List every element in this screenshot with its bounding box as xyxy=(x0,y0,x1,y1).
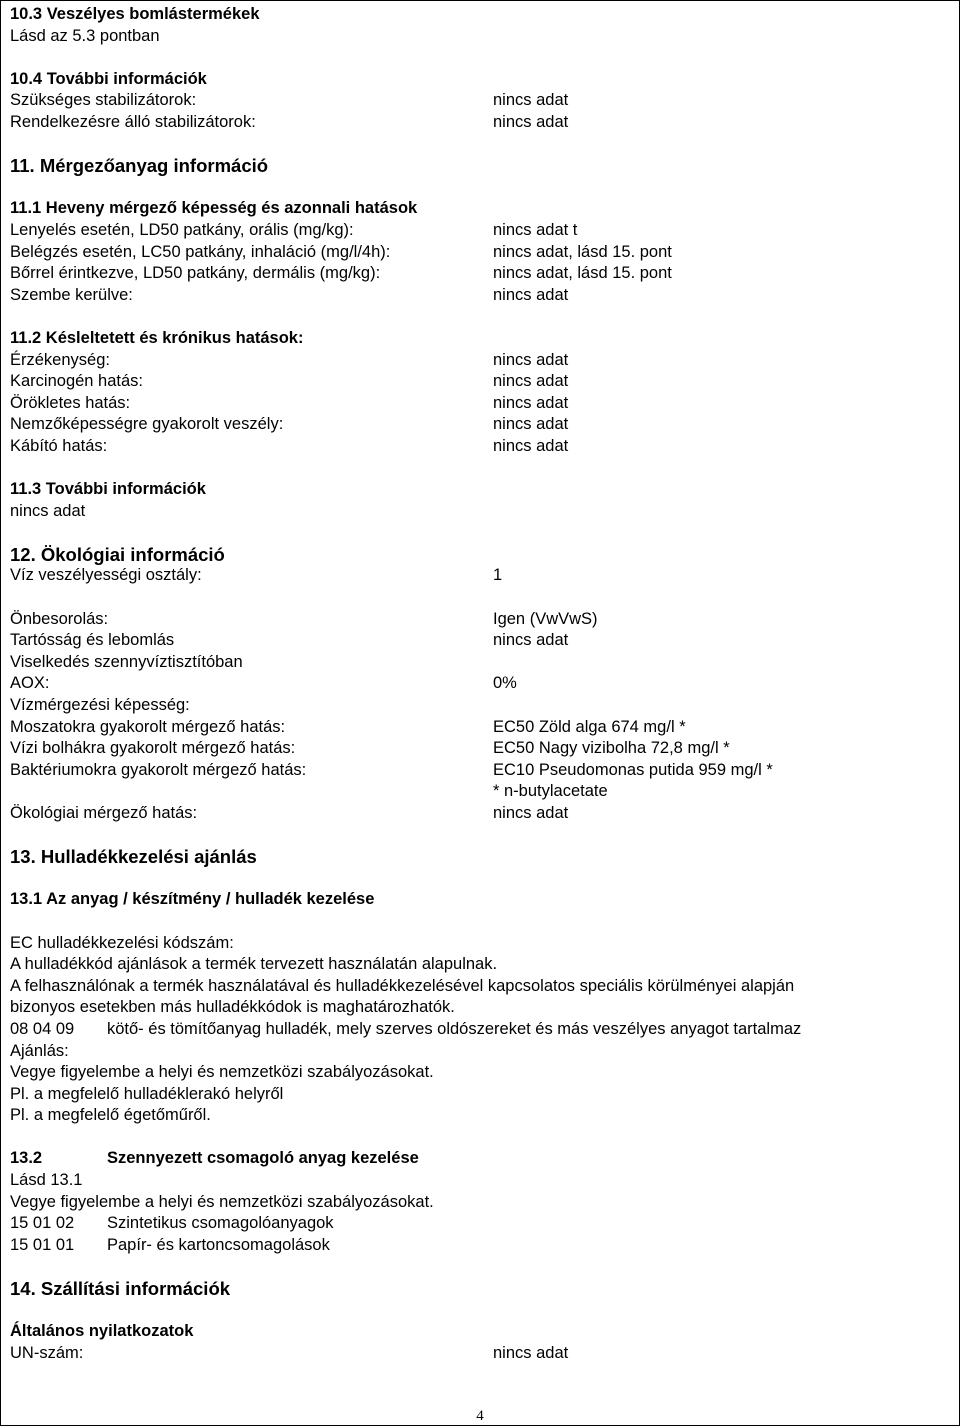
section-13-1-heading: 13.1 Az anyag / készítmény / hulladék kezelése xyxy=(10,890,375,909)
pack-code-row: 15 01 01 Papír- és kartoncsomagolások xyxy=(10,1235,330,1254)
section-10-3-heading: 10.3 Veszélyes bomlástermékek xyxy=(10,5,260,23)
section-11-3-text: nincs adat xyxy=(10,501,86,520)
text-line: Vegye figyelembe a helyi és nemzetközi szabályozásokat. xyxy=(10,1192,434,1211)
info-row: Kábító hatás: nincs adat xyxy=(10,436,569,455)
text-line: Lásd 13.1 xyxy=(10,1171,83,1190)
info-row: Ökológiai mérgező hatás: nincs adat xyxy=(10,803,569,822)
section-10-4-heading: 10.4 További információk xyxy=(10,69,207,88)
waste-desc: kötő- és tömítőanyag hulladék, mely szerves oldószereket és más veszélyes anyagot tartalmaz xyxy=(107,1019,802,1038)
section-11-heading: 11. Mérgezőanyag információ xyxy=(10,155,269,177)
info-row: Örökletes hatás: nincs adat xyxy=(10,393,569,412)
section-11-1-heading: 11.1 Heveny mérgező képesség és azonnali hatások xyxy=(10,199,418,218)
section-12-heading: 12. Ökológiai információ xyxy=(10,543,225,565)
info-row: UN-szám: nincs adat xyxy=(10,1343,569,1362)
section-10-3-text: Lásd az 5.3 pontban xyxy=(10,26,160,45)
text-line: Pl. a megfelelő égetőműről. xyxy=(10,1106,211,1125)
general-heading: Általános nyilatkozatok xyxy=(10,1322,194,1341)
text-line: A hulladékkód ajánlások a termék tervezett használatán alapulnak. xyxy=(10,955,498,974)
info-row: Bőrrel érintkezve, LD50 patkány, dermális (mg/kg): nincs adat, lásd 15. pont xyxy=(10,264,672,283)
text-line: A felhasználónak a termék használatával és hulladékkezelésével kapcsolatos speciális körülményei alapján xyxy=(10,976,795,995)
text-line: EC hulladékkezelési kódszám: xyxy=(10,933,234,952)
section-11-2-heading: 11.2 Késleltetett és krónikus hatások: xyxy=(10,328,304,347)
footnote: * n-butylacetate xyxy=(493,782,608,801)
info-row: Nemzőképességre gyakorolt veszély: nincs adat xyxy=(10,415,569,434)
text-line: Ajánlás: xyxy=(10,1041,69,1060)
info-row: Karcinogén hatás: nincs adat xyxy=(10,372,569,391)
text-line: bizonyos esetekben más hulladékkódok is maghatározhatók. xyxy=(10,998,455,1017)
pack-code-row: 15 01 02 Szintetikus csomagolóanyagok xyxy=(10,1214,334,1233)
info-row: Önbesorolás: Igen (VwVwS) xyxy=(10,609,598,628)
text-line: Pl. a megfelelő hulladéklerakó helyről xyxy=(10,1084,284,1103)
info-row: Víz veszélyességi osztály: 1 xyxy=(10,566,503,585)
info-row: Vízmérgezési képesség: xyxy=(10,696,190,714)
section-11-3-heading: 11.3 További információk xyxy=(10,480,206,499)
info-row: Lenyelés esetén, LD50 patkány, orális (mg/kg): nincs adat t xyxy=(10,220,578,239)
page-number: 4 xyxy=(476,1408,484,1424)
document-body xyxy=(10,4,950,1364)
section-13-heading: 13. Hulladékkezelési ajánlás xyxy=(10,846,257,868)
waste-code-row xyxy=(10,1019,950,1041)
info-row: Vízi bolhákra gyakorolt mérgező hatás: EC50 Nagy vizibolha 72,8 mg/l * xyxy=(10,739,730,758)
info-row: Érzékenység: nincs adat xyxy=(10,350,569,369)
info-row: Rendelkezésre álló stabilizátorok: nincs adat xyxy=(10,112,569,131)
info-row: Szembe kerülve: nincs adat xyxy=(10,285,569,304)
section-14-heading: 14. Szállítási információk xyxy=(10,1278,231,1300)
info-row: Baktériumokra gyakorolt mérgező hatás: EC10 Pseudomonas putida 959 mg/l * xyxy=(10,760,773,779)
info-row: Moszatokra gyakorolt mérgező hatás: EC50 Zöld alga 674 mg/l * xyxy=(10,717,686,736)
info-row: AOX: 0% xyxy=(10,674,517,693)
info-row: Szükséges stabilizátorok: nincs adat xyxy=(10,91,569,110)
info-row: Tartósság és lebomlás nincs adat xyxy=(10,631,569,650)
waste-code: 08 04 09 xyxy=(10,1019,75,1038)
text-line: Vegye figyelembe a helyi és nemzetközi szabályozásokat. xyxy=(10,1063,434,1082)
section-13-2-heading: 13.2 Szennyezett csomagoló anyag kezelése xyxy=(10,1149,419,1168)
info-row: Belégzés esetén, LC50 patkány, inhaláció (mg/l/4h): nincs adat, lásd 15. pont xyxy=(10,242,672,261)
info-row: Viselkedés szennyvíztisztítóban xyxy=(10,652,243,671)
